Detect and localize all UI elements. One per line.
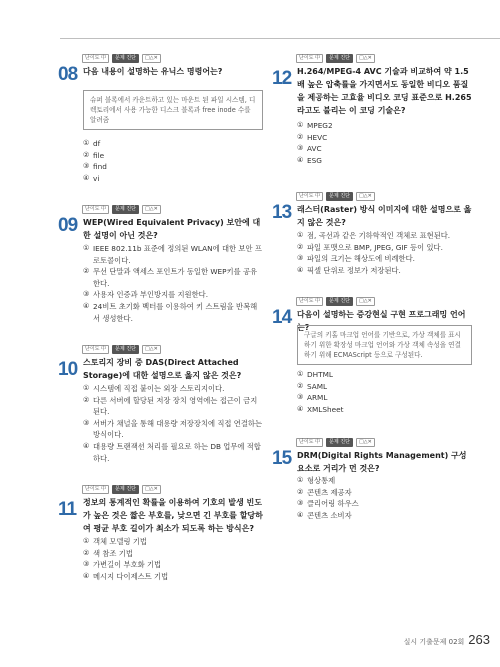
question-tags (296, 54, 375, 63)
option[interactable]: ① DHTML (297, 370, 333, 379)
question-text: 스토리지 장비 중 DAS(Direct Attached Storage)에 대한 설명으로 옳지 않은 것은? (83, 358, 242, 380)
option[interactable]: ① df (83, 139, 101, 148)
option[interactable]: ③ 파일의 크기는 해상도에 비례한다. (297, 254, 415, 264)
option[interactable]: ① MPEG2 (297, 121, 333, 130)
option[interactable]: ② 색 참조 기법 (83, 548, 133, 558)
option[interactable]: ④ ESG (297, 155, 322, 165)
question-text: WEP(Wired Equivalent Privacy) 보안에 대한 설명이 아닌 것은? (83, 218, 261, 240)
diagnosis-tag: 문제 진단 (326, 438, 353, 447)
page-footer (404, 632, 490, 647)
option[interactable]: ③ 서버가 채널을 통해 대용량 저장장치에 직접 연결하는 방식이다. (83, 418, 262, 440)
option[interactable]: ① 객체 모델링 기법 (83, 537, 147, 546)
reference-box: 구글의 키홀 마크업 언어를 기반으로, 가상 객체를 표시하기 위한 확장성 마크업 언어와 가상 객체 속성을 연결하기 위해 ECMAScript 등으로 구성된다. (297, 325, 472, 365)
question-number: 15 (272, 448, 292, 469)
answer-options (83, 243, 263, 324)
difficulty-tag: 난이도 中 (82, 54, 109, 63)
question-text: H.264/MPEG-4 AVC 기술과 비교하여 약 1.5배 높은 압축률을 가지면서도 동일한 비디오 품질을 제공하는 고효율 비디오 코딩 표준으로 H.265라고도 불리는 이 코딩 기술은? (297, 67, 472, 115)
question-tags (82, 485, 161, 494)
option[interactable]: ② 무선 단말과 액세스 포인트가 동일한 WEP키를 공유한다. (83, 267, 258, 288)
difficulty-tag: 난이도 中 (296, 192, 323, 201)
answer-options (83, 138, 263, 184)
option[interactable]: ③ AVC (297, 144, 322, 154)
question-text: 다음이 설명하는 증강현실 구현 프로그래밍 언어는? (297, 310, 466, 332)
answer-options (297, 230, 472, 276)
question-number: 10 (58, 359, 78, 380)
answer-options (83, 536, 263, 582)
check-marks-tag: □△✕ (356, 438, 375, 447)
option[interactable]: ④ 메시지 다이제스트 기법 (83, 571, 169, 581)
question-tags (296, 438, 375, 447)
difficulty-tag: 난이도 中 (82, 205, 109, 214)
check-marks-tag: □△✕ (142, 54, 161, 63)
difficulty-tag: 난이도 中 (82, 485, 109, 494)
option[interactable]: ② SAML (297, 381, 328, 391)
option[interactable]: ② HEVC (297, 132, 328, 142)
option[interactable]: ① IEEE 802.11b 표준에 정의된 WLAN에 대한 보안 프로토콜이다. (83, 244, 262, 265)
question-tags (82, 54, 161, 63)
answer-options (297, 120, 472, 166)
diagnosis-tag: 문제 진단 (326, 192, 353, 201)
difficulty-tag: 난이도 中 (296, 297, 323, 306)
difficulty-tag: 난이도 中 (82, 345, 109, 354)
difficulty-tag: 난이도 中 (296, 438, 323, 447)
question-text: DRM(Digital Rights Management) 구성요소로 거리가 먼 것은? (297, 451, 467, 473)
page-number: 263 (468, 632, 490, 647)
reference-box: 슈퍼 블록에서 카운트하고 있는 마운트 된 파일 시스템, 디렉토리에서 사용 가능한 디스크 블록과 free inode 수를 알려줌 (83, 90, 263, 130)
question-text: 래스터(Raster) 방식 이미지에 대한 설명으로 옳지 않은 것은? (297, 205, 472, 227)
option[interactable]: ② 콘텐츠 제공자 (297, 487, 352, 497)
option[interactable]: ④ 픽셀 단위로 정보가 저장된다. (297, 265, 401, 275)
option[interactable]: ④ XMLSheet (297, 404, 344, 414)
diagnosis-tag: 문제 진단 (326, 54, 353, 63)
question-number: 11 (58, 499, 77, 520)
option[interactable]: ④ 대용량 트랜잭션 처리를 필요로 하는 DB 업무에 적합하다. (83, 441, 261, 463)
question-number: 12 (272, 68, 292, 89)
answer-options (297, 475, 472, 521)
option[interactable]: ② 파일 포맷으로 BMP, JPEG, GIF 등이 있다. (297, 242, 443, 252)
question-tags (296, 297, 375, 306)
question-number: 09 (58, 215, 78, 236)
option[interactable]: ① 시스템에 직접 붙이는 외장 스토리지이다. (83, 384, 225, 393)
option[interactable]: ③ 클리어링 하우스 (297, 499, 359, 509)
check-marks-tag: □△✕ (356, 192, 375, 201)
diagnosis-tag: 문제 진단 (112, 485, 139, 494)
check-marks-tag: □△✕ (142, 205, 161, 214)
footer-label: 실시 기출문제 02회 (403, 638, 465, 646)
question-tags (82, 205, 161, 214)
diagnosis-tag: 문제 진단 (112, 54, 139, 63)
question-text: 다음 내용이 설명하는 유닉스 명령어는? (83, 67, 223, 76)
option[interactable]: ② file (83, 150, 105, 160)
option[interactable]: ② 다른 서버에 할당된 저장 장치 영역에는 접근이 금지된다. (83, 395, 258, 417)
answer-options (83, 383, 263, 464)
check-marks-tag: □△✕ (142, 345, 161, 354)
question-number: 14 (272, 307, 292, 328)
difficulty-tag: 난이도 中 (296, 54, 323, 63)
option[interactable]: ④ 콘텐츠 소비자 (297, 510, 352, 520)
question-number: 08 (58, 64, 78, 85)
check-marks-tag: □△✕ (142, 485, 161, 494)
option[interactable]: ③ 사용자 인증과 부인방지를 지원한다. (83, 290, 209, 300)
question-tags (82, 345, 161, 354)
option[interactable]: ③ ARML (297, 393, 328, 403)
diagnosis-tag: 문제 진단 (112, 345, 139, 354)
option[interactable]: ① 형상통제 (297, 476, 336, 485)
diagnosis-tag: 문제 진단 (326, 297, 353, 306)
top-divider (60, 38, 500, 39)
question-number: 13 (272, 202, 292, 223)
diagnosis-tag: 문제 진단 (112, 205, 139, 214)
option[interactable]: ③ 가변길이 부호화 기법 (83, 560, 162, 570)
option[interactable]: ④ 24비트 초기화 벡터를 이용하여 키 스트림을 반복해서 생성한다. (83, 301, 258, 323)
option[interactable]: ④ vi (83, 173, 100, 183)
answer-options (297, 369, 472, 415)
check-marks-tag: □△✕ (356, 297, 375, 306)
option[interactable]: ③ find (83, 162, 107, 172)
check-marks-tag: □△✕ (356, 54, 375, 63)
option[interactable]: ① 점, 곡선과 같은 기하학적인 객체로 표현된다. (297, 231, 451, 240)
question-text: 정보의 통계적인 확률을 이용하여 기호의 발생 빈도가 높은 것은 짧은 부호를, 낮으면 긴 부호를 할당하여 평균 부호 길이가 최소가 되도록 하는 방식은? (83, 498, 263, 533)
question-tags (296, 192, 375, 201)
